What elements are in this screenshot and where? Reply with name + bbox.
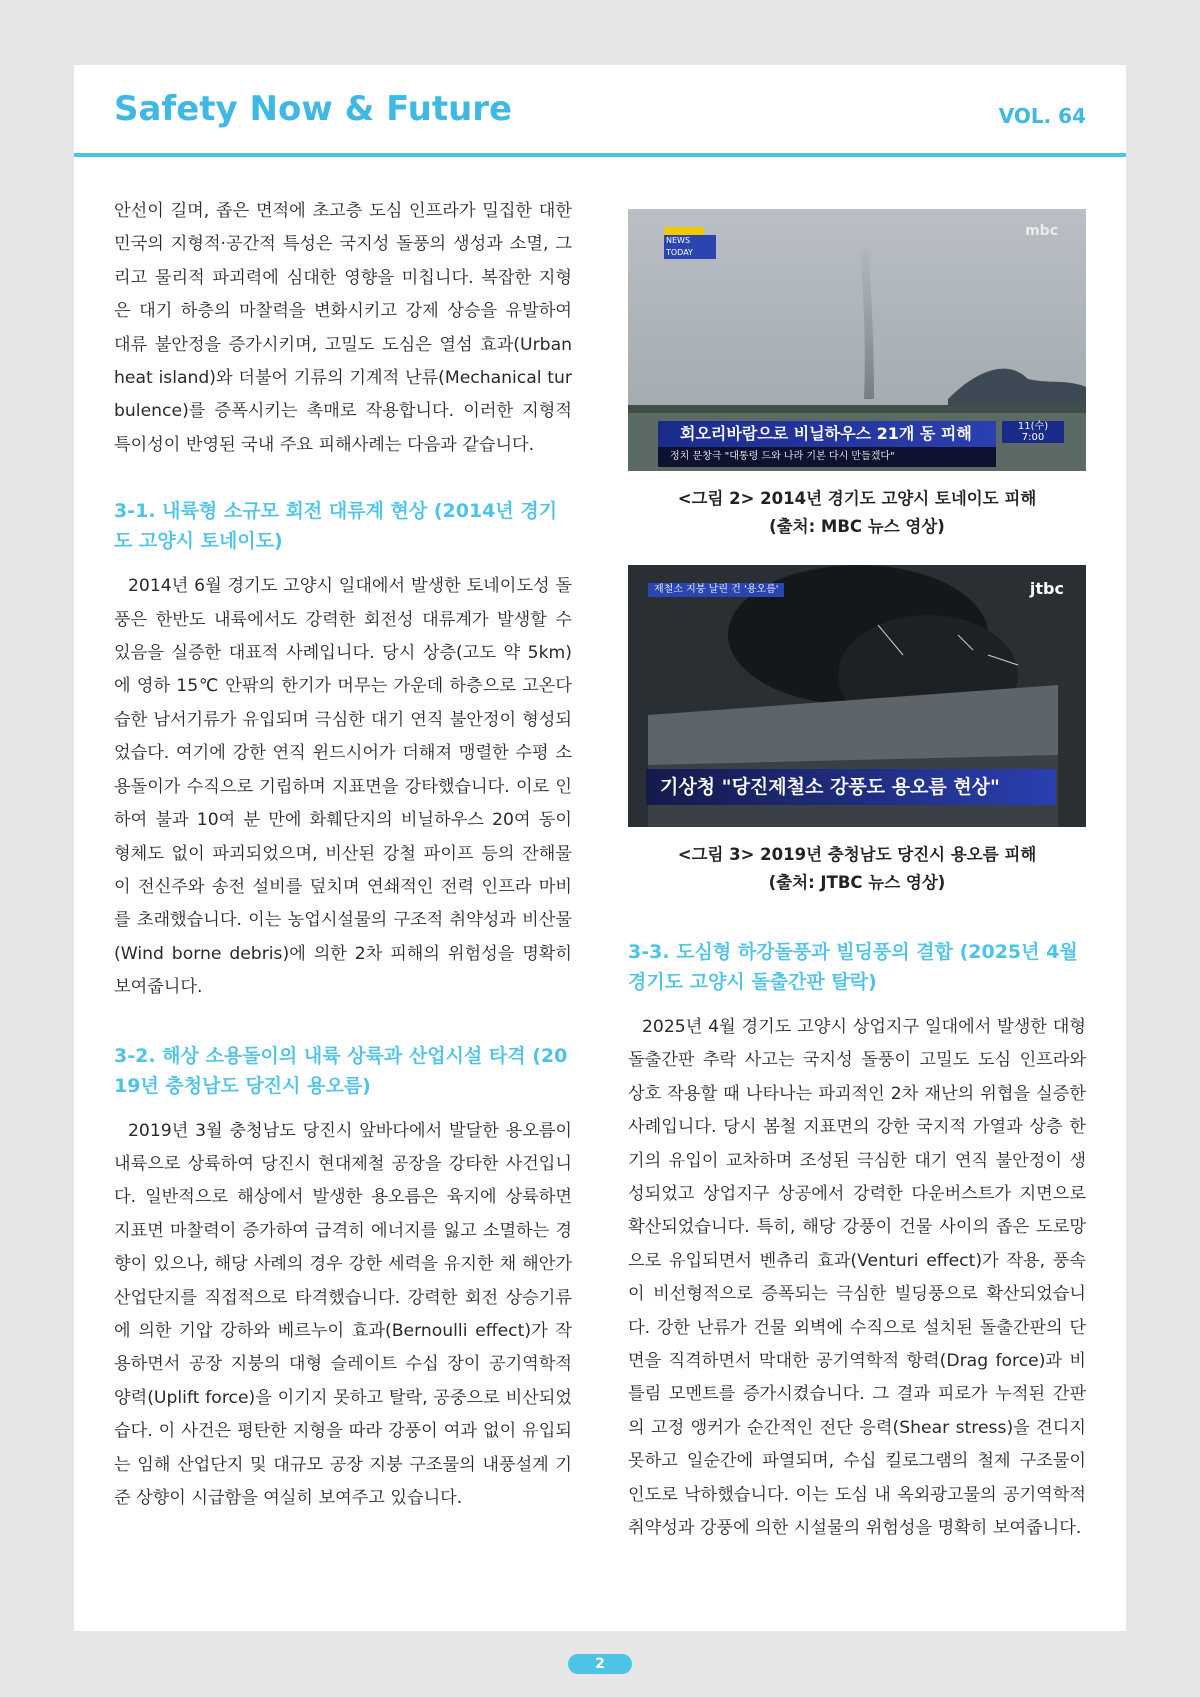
left-column xyxy=(114,195,572,1515)
figure-3-caption: <그림 3> 2019년 충청남도 당진시 용오름 피해 (출처: JTBC 뉴스 영상) xyxy=(677,845,1037,892)
fig3-tag: 제철소 지붕 날린 건 '용오름' xyxy=(648,583,784,597)
fig3-ticker: 기상청 "당진제철소 강풍도 용오름 현상" xyxy=(646,769,1056,805)
waterspout-photo xyxy=(628,565,1086,827)
section-3-1-heading: 3-1. 내륙형 소규모 회전 대류계 현상 (2014년 경기도 고양시 토네이도) xyxy=(114,500,558,553)
section-3-2-body: 2019년 3월 충청남도 당진시 앞바다에서 발달한 용오름이 내륙으로 상륙하여 당진시 현대제철 공장을 강타한 사건입니다. 일반적으로 해상에서 발생한 용오름은 육지에 상륙하면 지표면 마찰력이 증가하여 급격히 에너지를 잃고 소멸하는 경향이 있으나, 해당 사례의 경우 강한 세력을 유지한 채 해안가 산업단지를 직접적으로 타격했습니다. 강력한 회전 상승기류에 의한 기압 강하와 베르누이 효과(Bernoulli effect)가 작용하면서 공장 지붕의 대형 슬레이트 수십 장이 공기역학적 양력(Uplift force)을 이기지 못하고 탈락, 공중으로 비산되었습다. 이 사건은 평탄한 지형을 따라 강풍이 여과 없이 유입되는 임해 산업단지 및 대규모 공장 지붕 구조물의 내풍설계 기준 상향이 시급함을 여실히 보여주고 있습니다. xyxy=(114,1120,572,1508)
section-3-1-body: 2014년 6월 경기도 고양시 일대에서 발생한 토네이도성 돌풍은 한반도 내륙에서도 강력한 회전성 대류계가 발생할 수 있음을 실증한 대표적 사례입니다. 당시 상층(고도 약 5km)에 영하 15℃ 안팎의 한기가 머무는 가운데 하층으로 고온다습한 남서기류가 유입되며 극심한 대기 연직 불안정이 형성되었습다. 여기에 강한 연직 윈드시어가 더해져 맹렬한 수평 소용돌이가 수직으로 기립하며 지표면을 강타했습니다. 이로 인하여 불과 10여 분 만에 화훼단지의 비닐하우스 20여 동이 형체도 없이 파괴되었으며, 비산된 강철 파이프 등의 잔해물이 전신주와 송전 설비를 덮치며 연쇄적인 전력 인프라 마비를 초래했습니다. 이는 농업시설물의 구조적 취약성과 비산물(Wind borne debris)에 의한 2차 피해의 위험성을 명확히 보여줍니다. xyxy=(114,576,572,998)
figure-2 xyxy=(628,209,1086,541)
news-today-badge: NEWS TODAY xyxy=(664,227,716,249)
fig2-clock: 11(수) 7:00 xyxy=(1002,421,1064,443)
fig2-subticker: 정치 문창극 "대통령 드와 나라 기본 다시 만들겠다" xyxy=(658,447,996,467)
right-column xyxy=(628,209,1086,1546)
page-header xyxy=(74,65,1126,157)
page xyxy=(74,65,1126,1631)
figure-2-caption: <그림 2> 2014년 경기도 고양시 토네이도 피해 (출처: MBC 뉴스 영상) xyxy=(677,489,1037,536)
intro-paragraph: 안선이 길며, 좁은 면적에 초고층 도심 인프라가 밀집한 대한민국의 지형적·공간적 특성은 국지성 돌풍의 생성과 소멸, 그리고 물리적 파괴력에 심대한 영향을 미칩니다. 복잡한 지형은 대기 하층의 마찰력을 변화시키고 강제 상승을 유발하여 대류 불안정을 증가시키며, 고밀도 도심은 열섬 효과(Urban heat island)와 더불어 기류의 기계적 난류(Mechanical turbulence)를 증폭시키는 촉매로 작용합니다. 이러한 지형적 특이성이 반영된 국내 주요 피해사례는 다음과 같습니다. xyxy=(114,201,572,455)
fig2-ticker: 회오리바람으로 비닐하우스 21개 동 피해 xyxy=(658,421,996,447)
page-number: 2 xyxy=(568,1654,632,1674)
section-3-3-body: 2025년 4월 경기도 고양시 상업지구 일대에서 발생한 대형 돌출간판 추락 사고는 국지성 돌풍이 고밀도 도심 인프라와 상호 작용할 때 나타나는 파괴적인 2차 재난의 위협을 실증한 사례입니다. 당시 봄철 지표면의 강한 국지적 가열과 상층 한기의 유입이 교차하며 조성된 극심한 대기 연직 불안정이 생성되었고 상업지구 상공에서 강력한 다운버스트가 지면으로 확산되었습니다. 특히, 해당 강풍이 건물 사이의 좁은 도로망으로 유입되면서 벤츄리 효과(Venturi effect)가 작용, 풍속이 비선형적으로 증폭되는 극심한 빌딩풍으로 확산되었습니다. 강한 난류가 건물 외벽에 수직으로 설치된 돌출간판의 단면을 직격하면서 막대한 공기역학적 항력(Drag force)과 비틀림 모멘트를 증가시켰습니다. 그 결과 피로가 누적된 간판의 고정 앵커가 순간적인 전단 응력(Shear stress)을 견디지 못하고 일순간에 파열되며, 수십 킬로그램의 철제 구조물이 인도로 낙하했습니다. 이는 도심 내 옥외광고물의 공기역학적 취약성과 강풍에 의한 시설물의 위험성을 명확히 보여줍니다. xyxy=(628,1017,1086,1539)
section-3-3-heading: 3-3. 도심형 하강돌풍과 빌딩풍의 결합 (2025년 4월 경기도 고양시 돌출간판 탈락) xyxy=(628,941,1078,993)
mbc-logo: mbc xyxy=(1025,223,1058,239)
tornado-photo xyxy=(628,209,1086,471)
figure-3 xyxy=(628,565,1086,897)
magazine-title: Safety Now & Future xyxy=(114,89,513,129)
jtbc-logo: jtbc xyxy=(1029,579,1064,598)
volume-label: VOL. 64 xyxy=(998,104,1086,128)
section-3-2-heading: 3-2. 해상 소용돌이의 내륙 상륙과 산업시설 타격 (2019년 충청남도 당진시 용오름) xyxy=(114,1044,568,1097)
